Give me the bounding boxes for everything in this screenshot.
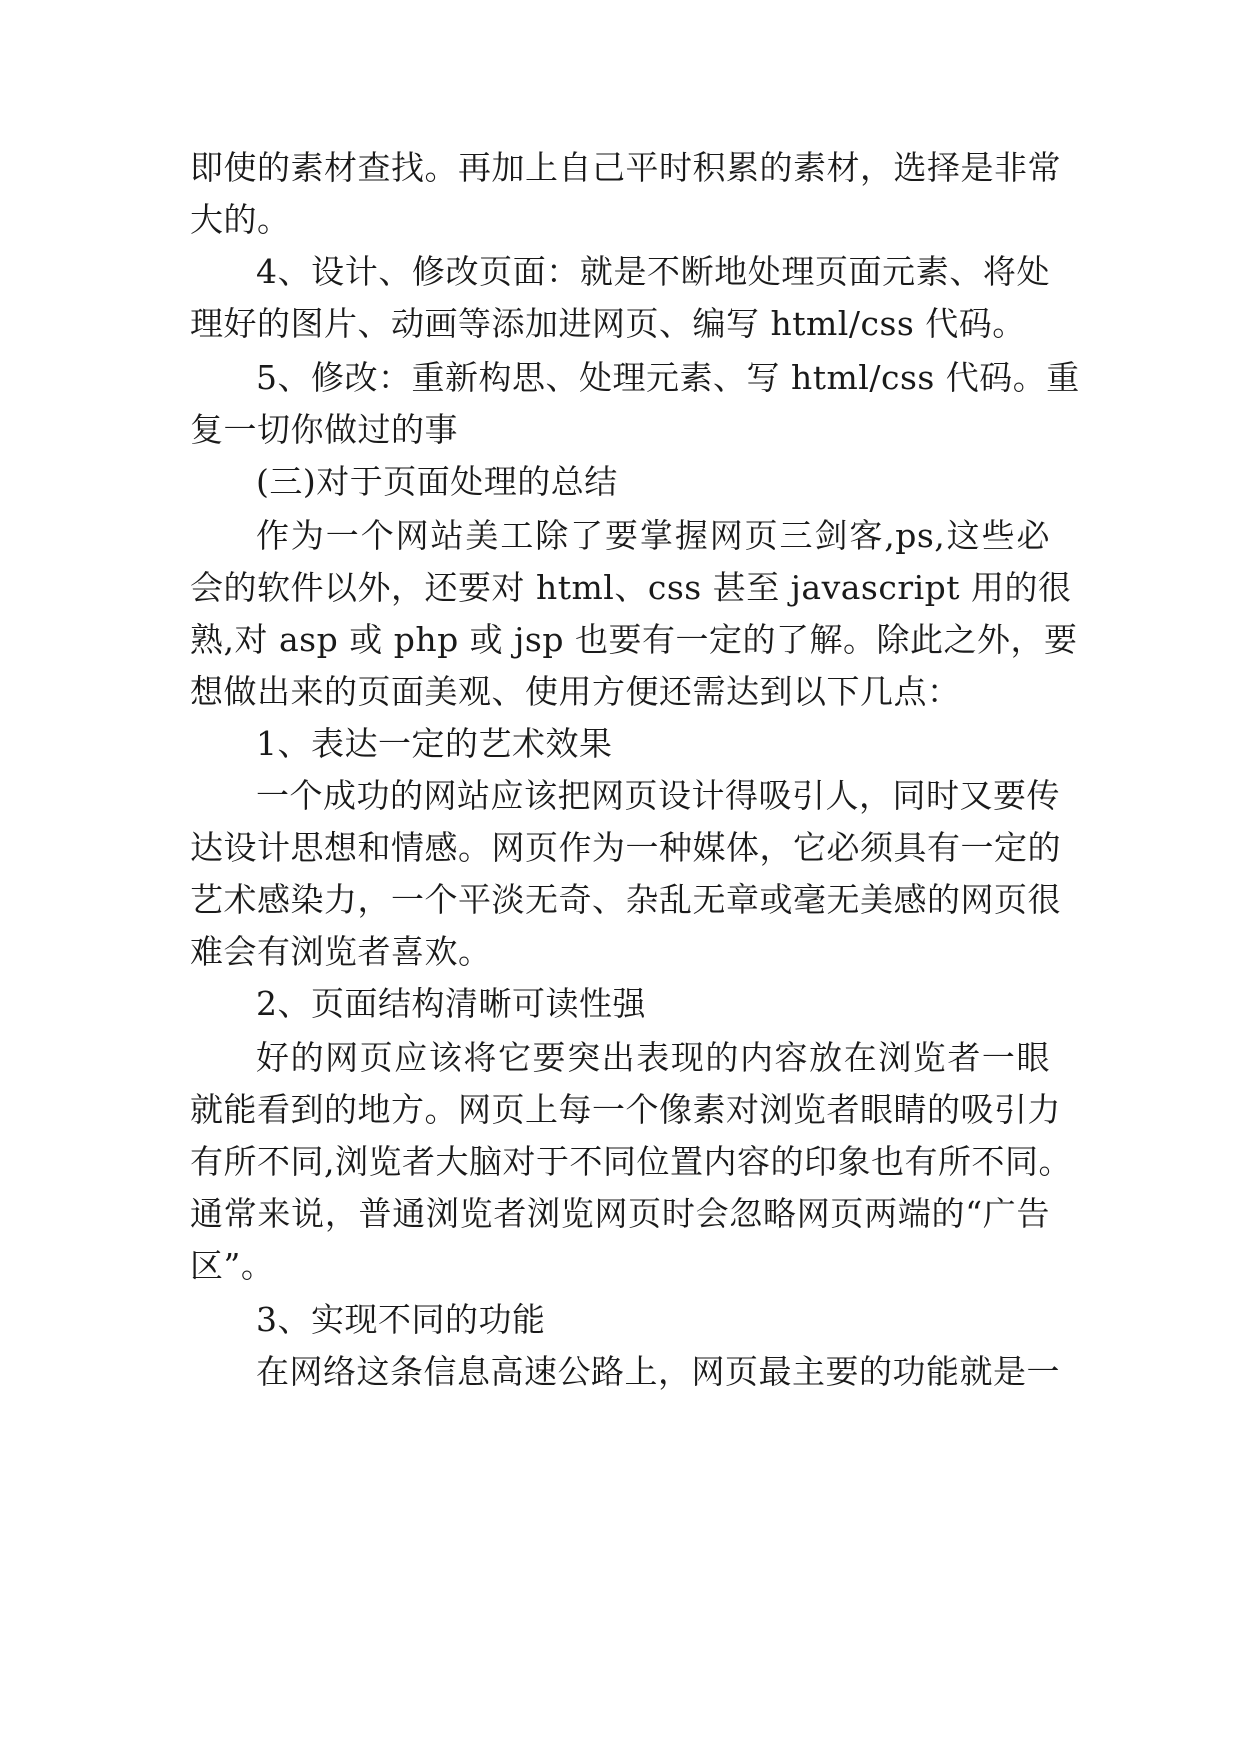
text-line: 作为一个网站美工除了要掌握网页三剑客,ps,这些必 [256, 516, 1050, 555]
text-line: 有所不同,浏览者大脑对于不同位置内容的印象也有所不同。 [190, 1142, 1072, 1181]
text-line: 4、设计、修改页面：就是不断地处理页面元素、将处 [256, 252, 1050, 291]
text-line: 熟,对 asp 或 php 或 jsp 也要有一定的了解。除此之外，要 [190, 620, 1078, 659]
text-line: 一个成功的网站应该把网页设计得吸引人，同时又要传 [256, 776, 1060, 815]
text-line: 区”。 [190, 1246, 275, 1285]
text-line: 在网络这条信息高速公路上，网页最主要的功能就是一 [256, 1352, 1060, 1391]
text-line: 大的。 [190, 200, 291, 239]
text-line: 艺术感染力，一个平淡无奇、杂乱无章或毫无美感的网页很 [190, 880, 1061, 919]
text-line: 好的网页应该将它要突出表现的内容放在浏览者一眼 [256, 1038, 1050, 1077]
text-line: 想做出来的页面美观、使用方便还需达到以下几点： [190, 672, 961, 711]
text-line: 3、实现不同的功能 [256, 1300, 546, 1339]
text-line: 难会有浏览者喜欢。 [190, 932, 492, 971]
text-line: 就能看到的地方。网页上每一个像素对浏览者眼睛的吸引力 [190, 1090, 1061, 1129]
text-line: 通常来说，普通浏览者浏览网页时会忽略网页两端的“广告 [190, 1194, 1050, 1233]
text-line: 2、页面结构清晰可读性强 [256, 984, 646, 1023]
text-line: 会的软件以外，还要对 html、css 甚至 javascript 用的很 [190, 568, 1072, 607]
text-line: 5、修改：重新构思、处理元素、写 html/css 代码。重 [256, 358, 1080, 397]
text-line: 复一切你做过的事 [190, 410, 458, 449]
text-line: 达设计思想和情感。网页作为一种媒体，它必须具有一定的 [190, 828, 1061, 867]
text-line: 即使的素材查找。再加上自己平时积累的素材，选择是非常 [190, 148, 1061, 187]
text-line: 1、表达一定的艺术效果 [256, 724, 613, 763]
text-line: 理好的图片、动画等添加进网页、编写 html/css 代码。 [190, 304, 1026, 343]
text-line: (三)对于页面处理的总结 [256, 462, 618, 501]
